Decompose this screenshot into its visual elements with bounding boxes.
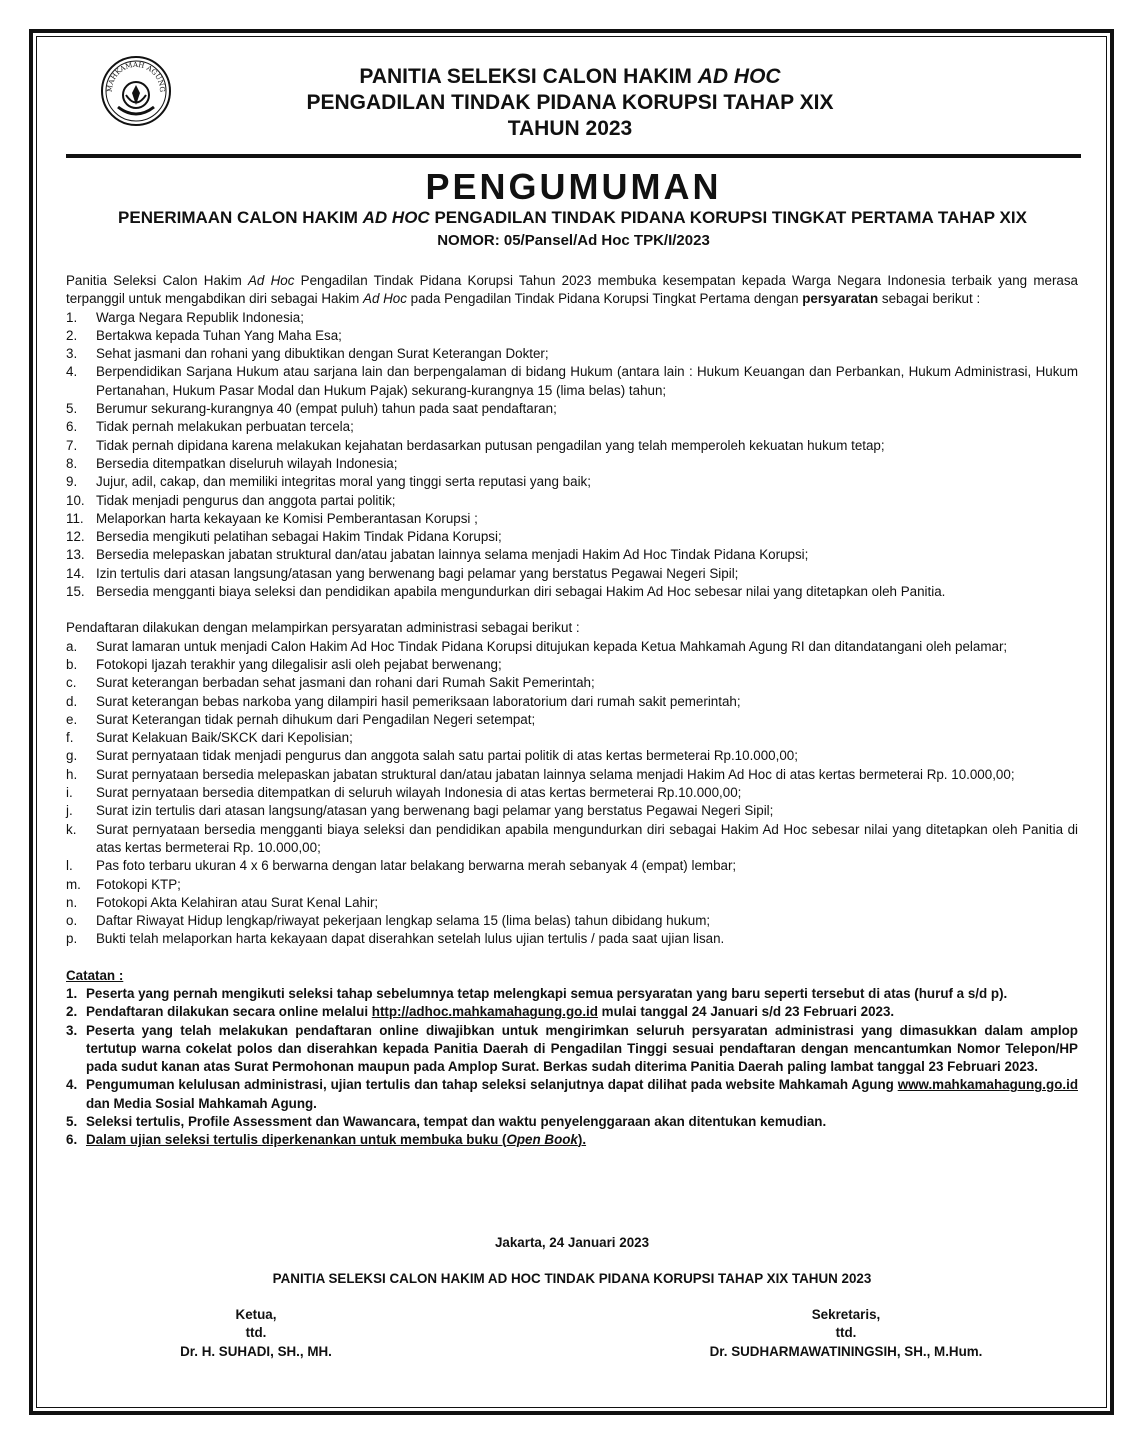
page-title: PENGUMUMAN <box>425 166 722 207</box>
admin-item <box>66 857 1078 875</box>
list-marker: 7. <box>66 437 78 453</box>
requirement-text: Tidak pernah melakukan perbuatan tercela; <box>96 419 354 435</box>
header-line3: TAHUN 2023 <box>507 117 633 140</box>
intro-text: pada Pengadilan Tindak Pidana Korupsi Tingkat Pertama dengan <box>406 291 803 307</box>
list-text <box>96 418 1078 436</box>
list-text <box>96 912 1078 930</box>
list-text <box>96 437 1078 455</box>
list-text <box>96 876 1078 894</box>
requirement-item <box>66 473 1078 491</box>
list-marker: 8. <box>66 455 78 471</box>
list-text <box>96 857 1078 875</box>
list-text <box>86 1113 1078 1131</box>
list-marker: g. <box>66 748 78 764</box>
intro-text: sebagai berikut : <box>878 291 981 307</box>
admin-text: Pas foto terbaru ukuran 4 x 6 berwarna dengan latar belakang berwarna merah sebanyak 4 (empat) lembar; <box>96 858 737 874</box>
list-marker: 2. <box>66 327 78 343</box>
list-marker: 1. <box>66 309 78 325</box>
list-marker: o. <box>66 913 78 929</box>
admin-text: Daftar Riwayat Hidup lengkap/riwayat pekerjaan lengkap selama 15 (lima belas) tahun dibidang hukum; <box>96 913 711 929</box>
committee-name: PANITIA SELEKSI CALON HAKIM AD HOC TINDAK PIDANA KORUPSI TAHAP XIX TAHUN 2023 <box>272 1271 872 1286</box>
admin-item <box>66 693 1078 711</box>
list-text <box>96 656 1078 674</box>
admin-item <box>66 747 1078 765</box>
admin-item <box>66 729 1078 747</box>
chair-sign: ttd. <box>245 1325 267 1341</box>
list-marker: 13. <box>66 547 85 563</box>
note-text: dan Media Sosial Mahkamah Agung. <box>86 1095 317 1111</box>
list-text <box>96 802 1078 820</box>
secretary-sign: ttd. <box>835 1325 857 1341</box>
list-marker: j. <box>66 803 73 819</box>
list-marker: 11. <box>66 510 84 526</box>
admin-requirements-list <box>66 638 1078 949</box>
subtitle <box>60 207 1085 229</box>
subtitle-adhoc: AD HOC <box>362 208 430 227</box>
note-item <box>66 1076 1078 1113</box>
admin-item <box>66 674 1078 692</box>
admin-text: Surat Keterangan tidak pernah dihukum dari Pengadilan Negeri setempat; <box>96 711 536 727</box>
list-text <box>96 345 1078 363</box>
requirement-text: Bertakwa kepada Tuhan Yang Maha Esa; <box>96 327 342 343</box>
list-text <box>86 1022 1078 1077</box>
list-marker: k. <box>66 821 77 837</box>
admin-text: Surat pernyataan bersedia mengganti biaya seleksi dan pendidikan apabila mengundurkan diri sebagai Hakim Ad Hoc sebesar nilai yang ditetapkan oleh Panitia di atas kertas bermeterai Rp. 10.000,00; <box>96 821 1078 855</box>
list-text <box>96 930 1078 948</box>
requirement-text: Jujur, adil, cakap, dan memiliki integritas moral yang tinggi serta reputasi yang baik; <box>96 474 591 490</box>
requirement-text: Bersedia ditempatkan diseluruh wilayah Indonesia; <box>96 455 398 471</box>
list-text <box>96 674 1078 692</box>
document-body <box>66 272 1078 1150</box>
list-marker: 6. <box>66 419 78 435</box>
requirement-item <box>66 455 1078 473</box>
list-text <box>96 894 1078 912</box>
list-text <box>96 400 1078 418</box>
list-text <box>96 784 1078 802</box>
requirement-item <box>66 546 1078 564</box>
signature-secretary <box>626 1306 1066 1361</box>
list-text <box>96 473 1078 491</box>
header-rule <box>66 154 1081 158</box>
list-marker: h. <box>66 766 78 782</box>
requirement-item <box>66 345 1078 363</box>
admin-item <box>66 656 1078 674</box>
requirement-text: Tidak menjadi pengurus dan anggota partai politik; <box>96 492 396 508</box>
list-text <box>96 455 1078 473</box>
chair-role: Ketua, <box>235 1307 277 1322</box>
admin-item <box>66 912 1078 930</box>
intro-adhoc: Ad Hoc <box>363 291 407 307</box>
list-text <box>96 711 1078 729</box>
list-text <box>96 528 1078 546</box>
admin-text: Surat Kelakuan Baik/SKCK dari Kepolisian; <box>96 730 353 746</box>
admin-item <box>66 638 1078 656</box>
list-text <box>86 985 1078 1003</box>
list-marker: 15. <box>66 584 85 600</box>
list-marker: c. <box>66 675 77 691</box>
list-text <box>96 510 1078 528</box>
intro-text: Pengadilan Tindak Pidana Korupsi Tahun 2023 membuka kesempatan kepada Warga Negara Indonesia terbaik yang merasa terpanggil untuk mengabdikan diri sebagai Hakim <box>66 273 1079 307</box>
list-marker: 4. <box>66 364 78 380</box>
requirement-text: Bersedia mengikuti pelatihan sebagai Hakim Tindak Pidana Korupsi; <box>96 529 502 545</box>
list-marker: b. <box>66 656 78 672</box>
list-marker: 1. <box>66 985 78 1001</box>
requirement-item <box>66 528 1078 546</box>
note-item <box>66 1131 1078 1149</box>
note-item <box>66 985 1078 1003</box>
requirement-text: Izin tertulis dari atasan langsung/atasan yang berwenang bagi pelamar yang berstatus Pegawai Negeri Sipil; <box>96 565 739 581</box>
requirement-item <box>66 492 1078 510</box>
signatures <box>66 1306 1078 1366</box>
admin-text: Surat lamaran untuk menjadi Calon Hakim Ad Hoc Tindak Pidana Korupsi ditujukan kepada Ketua Mahkamah Agung RI dan ditandatangani oleh pelamar; <box>96 638 1008 654</box>
list-text <box>96 729 1078 747</box>
list-text <box>96 638 1078 656</box>
list-text <box>86 1003 1078 1021</box>
list-marker: 9. <box>66 474 78 490</box>
list-text <box>96 363 1078 400</box>
requirement-text: Berpendidikan Sarjana Hukum atau sarjana lain dan berpengalaman di bidang Hukum (antara lain : Hukum Keuangan dan Perbankan, Hukum Administrasi, Hukum Pertanahan, Hukum Pasar Modal dan Hukum Pajak) sekurang-kurangnya 15 (lima belas) tahun; <box>96 364 1078 398</box>
admin-text: Surat keterangan bebas narkoba yang dilampiri hasil pemeriksaan laboratorium dari rumah sakit pemerintah; <box>96 693 741 709</box>
admin-item <box>66 876 1078 894</box>
list-marker: f. <box>66 730 74 746</box>
list-marker: 4. <box>66 1077 78 1093</box>
intro-adhoc: Ad Hoc <box>247 273 295 288</box>
admin-text: Surat izin tertulis dari atasan langsung/atasan yang berwenang bagi pelamar yang berstatus Pegawai Negeri Sipil; <box>96 803 774 819</box>
note-link[interactable]: www.mahkamahagung.go.id <box>897 1077 1078 1093</box>
notes-title: Catatan : <box>66 967 124 983</box>
note-text: Pengumuman kelulusan administrasi, ujian tertulis dan tahap seleksi selanjutnya dapat dilihat pada website Mahkamah Agung <box>86 1077 898 1093</box>
list-marker: 5. <box>66 1114 78 1130</box>
admin-item <box>66 784 1078 802</box>
secretary-role: Sekretaris, <box>811 1307 881 1322</box>
intro-text: Panitia Seleksi Calon Hakim <box>66 273 248 288</box>
requirement-item <box>66 363 1078 400</box>
requirement-text: Sehat jasmani dan rohani yang dibuktikan dengan Surat Keterangan Dokter; <box>96 346 549 362</box>
list-marker: e. <box>66 711 78 727</box>
admin-item <box>66 711 1078 729</box>
admin-text: Bukti telah melaporkan harta kekayaan dapat diserahkan setelah lulus ujian tertulis / pada saat ujian lisan. <box>96 931 725 947</box>
admin-text: Fotokopi KTP; <box>96 876 181 892</box>
list-marker: 14. <box>66 565 85 581</box>
admin-text: Surat pernyataan bersedia melepaskan jabatan struktural dan/atau jabatan lainnya selama menjadi Hakim Ad Hoc di atas kertas bermeterai Rp. 10.000,00; <box>96 766 1015 782</box>
admin-text: Fotokopi Akta Kelahiran atau Surat Kenal Lahir; <box>96 894 379 910</box>
admin-item <box>66 802 1078 820</box>
list-marker: p. <box>66 931 78 947</box>
note-underlined <box>86 1132 586 1147</box>
list-text <box>96 309 1078 327</box>
requirement-text: Berumur sekurang-kurangnya 40 (empat puluh) tahun pada saat pendaftaran; <box>96 401 557 417</box>
header-line1: PANITIA SELEKSI CALON HAKIM <box>359 65 698 88</box>
list-text <box>96 492 1078 510</box>
notes-list <box>66 985 1078 1150</box>
note-text: Pendaftaran dilakukan secara online melalui <box>86 1004 372 1020</box>
mahkamah-agung-logo <box>100 55 172 127</box>
logo-text: MAHKAMAH AGUNG <box>105 60 167 93</box>
list-text <box>96 583 1078 601</box>
note-italic: Open Book <box>506 1132 578 1148</box>
note-text: ). <box>577 1132 587 1148</box>
document-number: NOMOR: 05/Pansel/Ad Hoc TPK/I/2023 <box>437 232 710 249</box>
list-marker: 5. <box>66 401 78 417</box>
admin-text: Surat keterangan berbadan sehat jasmani dan rohani dari Rumah Sakit Pemerintah; <box>96 675 595 691</box>
list-text <box>86 1131 1078 1149</box>
requirement-text: Bersedia melepaskan jabatan struktural dan/atau jabatan lainnya selama menjadi Hakim Ad Hoc Tindak Pidana Korupsi; <box>96 547 809 563</box>
list-marker: l. <box>66 858 73 874</box>
requirement-text: Melaporkan harta kekayaan ke Komisi Pemberantasan Korupsi ; <box>96 510 478 526</box>
list-marker: m. <box>66 876 81 892</box>
requirements-list <box>66 309 1078 602</box>
note-text: Seleksi tertulis, Profile Assessment dan Wawancara, tempat dan waktu penyelenggaraan akan ditentukan kemudian. <box>86 1114 827 1130</box>
requirement-text: Bersedia mengganti biaya seleksi dan pendidikan apabila mengundurkan diri sebagai Hakim Ad Hoc sebesar nilai yang ditetapkan oleh Panitia. <box>96 584 946 600</box>
list-marker: d. <box>66 693 78 709</box>
requirement-text: Warga Negara Republik Indonesia; <box>96 309 304 325</box>
chair-name: Dr. H. SUHADI, SH., MH. <box>180 1343 332 1359</box>
note-text: Peserta yang pernah mengikuti seleksi tahap sebelumnya tetap melengkapi semua persyaratan yang baru seperti tersebut di atas (huruf a s/d p). <box>86 985 1008 1001</box>
admin-item <box>66 821 1078 858</box>
requirement-item <box>66 565 1078 583</box>
list-text <box>96 766 1078 784</box>
admin-item <box>66 894 1078 912</box>
requirement-item <box>66 418 1078 436</box>
requirement-item <box>66 510 1078 528</box>
list-text <box>96 565 1078 583</box>
intro-paragraph <box>66 272 1078 309</box>
secretary-name: Dr. SUDHARMAWATININGSIH, SH., M.Hum. <box>709 1343 983 1359</box>
list-marker: 10. <box>66 492 85 508</box>
list-marker: a. <box>66 638 78 654</box>
requirement-text: Tidak pernah dipidana karena melakukan kejahatan berdasarkan putusan pengadilan yang telah memperoleh kekuatan hukum tetap; <box>96 437 885 453</box>
list-text <box>96 693 1078 711</box>
list-marker: 2. <box>66 1004 78 1020</box>
intro-emphasis: persyaratan <box>802 291 879 307</box>
note-item <box>66 1022 1078 1077</box>
list-marker: 3. <box>66 346 78 362</box>
requirement-item <box>66 583 1078 601</box>
header-line2: PENGADILAN TINDAK PIDANA KORUPSI TAHAP XIX <box>306 91 834 114</box>
list-marker: 6. <box>66 1132 78 1148</box>
signature-chair <box>126 1306 386 1361</box>
place-date: Jakarta, 24 Januari 2023 <box>494 1235 650 1250</box>
note-text: mulai tanggal 24 Januari s/d 23 Februari 2023. <box>597 1004 895 1020</box>
list-text <box>96 546 1078 564</box>
admin-text: Fotokopi Ijazah terakhir yang dilegalisir asli oleh pejabat berwenang; <box>96 656 502 672</box>
admin-intro: Pendaftaran dilakukan dengan melampirkan persyaratan administrasi sebagai berikut : <box>66 620 580 636</box>
note-item <box>66 1003 1078 1021</box>
list-marker: 3. <box>66 1022 78 1038</box>
requirement-item <box>66 400 1078 418</box>
requirement-item <box>66 437 1078 455</box>
admin-item <box>66 766 1078 784</box>
subtitle-part: PENGADILAN TINDAK PIDANA KORUPSI TINGKAT PERTAMA TAHAP XIX <box>429 208 1027 227</box>
requirement-item <box>66 327 1078 345</box>
note-text: Peserta yang telah melakukan pendaftaran online diwajibkan untuk mengirimkan seluruh persyaratan administrasi yang dimasukkan dalam amplop tertutup warna cokelat polos dan diserahkan kepada Panitia Daerah di Pengadilan Tinggi sesuai pendaftaran dengan mencantumkan Nomor Telepon/HP pada sudut kanan atas Surat Permohonan maupun pada Amplop Surat. Berkas sudah diterima Panitia Daerah paling lambat tanggal 23 Februari 2023. <box>86 1022 1078 1075</box>
note-link[interactable]: http://adhoc.mahkamahagung.go.id <box>371 1004 598 1020</box>
admin-text: Surat pernyataan bersedia ditempatkan di seluruh wilayah Indonesia di atas kertas bermeterai Rp.10.000,00; <box>96 785 742 801</box>
admin-item <box>66 930 1078 948</box>
list-text <box>96 327 1078 345</box>
list-marker: 12. <box>66 529 85 545</box>
subtitle-part: PENERIMAAN CALON HAKIM <box>118 208 363 227</box>
note-item <box>66 1113 1078 1131</box>
list-text <box>86 1076 1078 1113</box>
committee-header <box>220 64 920 142</box>
list-marker: i. <box>66 785 73 801</box>
header-adhoc: AD HOC <box>697 65 781 88</box>
requirement-item <box>66 309 1078 327</box>
list-marker: n. <box>66 894 78 910</box>
note-text: Dalam ujian seleksi tertulis diperkenankan untuk membuka buku ( <box>86 1132 507 1148</box>
list-text <box>96 821 1078 858</box>
list-text <box>96 747 1078 765</box>
admin-text: Surat pernyataan tidak menjadi pengurus dan anggota salah satu partai politik di atas kertas bermeterai Rp.10.000,00; <box>96 748 798 764</box>
